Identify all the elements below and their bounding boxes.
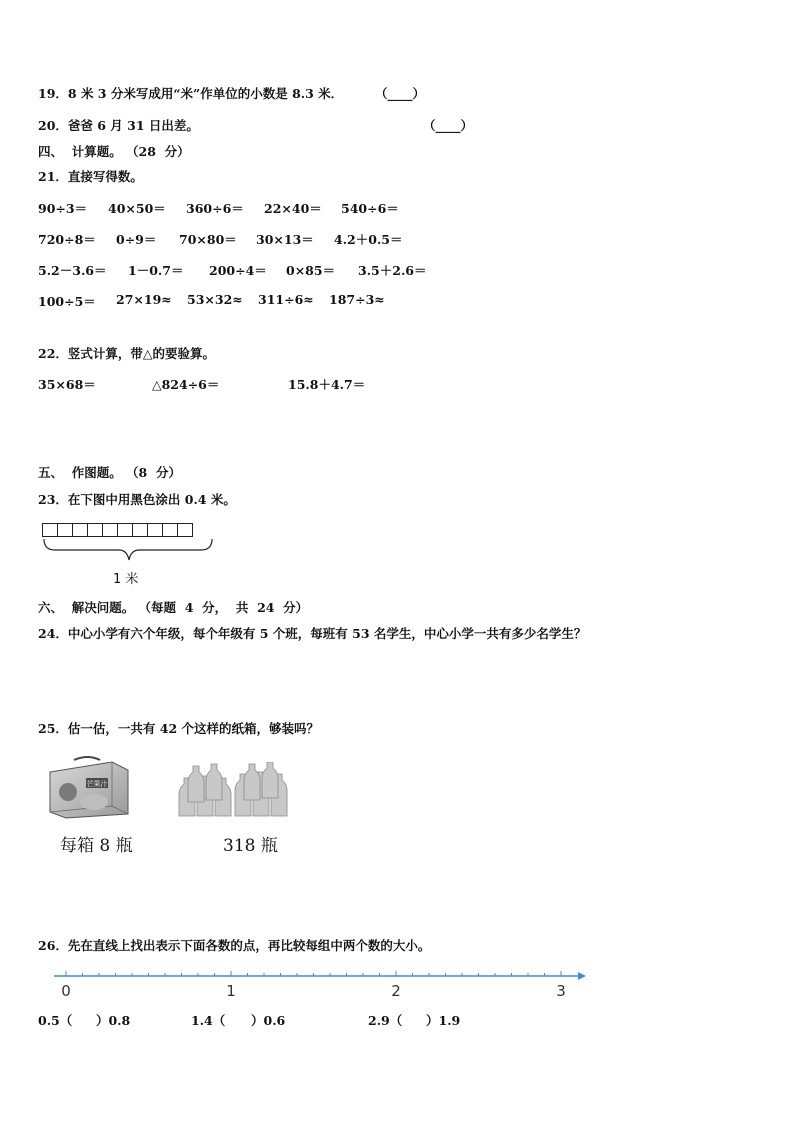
question-23-title: 23．在下图中用黑色涂出 0.4 米。 — [38, 492, 236, 507]
math-item: 0÷9＝ — [116, 232, 157, 247]
math-item: 30×13＝ — [256, 232, 314, 247]
answer-blank-20[interactable]: （____） — [423, 118, 474, 133]
math-item: 70×80＝ — [179, 232, 237, 247]
curly-brace — [43, 538, 218, 564]
math-item: 40×50＝ — [108, 201, 166, 216]
math-item: 200÷4＝ — [209, 263, 267, 278]
box-caption: 每箱 8 瓶 — [60, 836, 133, 856]
math-item: 311÷6≈ — [258, 292, 314, 307]
number-line[interactable] — [50, 968, 590, 1002]
strip-segment[interactable] — [87, 523, 103, 537]
compare-left: 0.5（ — [38, 1013, 73, 1028]
question-21-title: 21．直接写得数。 — [38, 169, 143, 184]
math-item: 540÷6＝ — [341, 201, 399, 216]
question-20: 20．爸爸 6 月 31 日出差。 — [38, 118, 199, 133]
bottles-image — [176, 762, 300, 818]
box-brand-label: 芒果汁 — [86, 780, 108, 788]
calc-item: 35×68＝ — [38, 377, 96, 392]
strip-segment[interactable] — [177, 523, 193, 537]
compare-left: 1.4（ — [191, 1013, 226, 1028]
section-5-heading: 五、 作图题。 （8 分） — [38, 465, 181, 480]
math-item: 4.2＋0.5＝ — [334, 232, 403, 247]
math-item: 1－0.7＝ — [128, 263, 184, 278]
strip-segment[interactable] — [132, 523, 148, 537]
section-6-heading: 六、 解决问题。 （每题 4 分， 共 24 分） — [38, 600, 309, 615]
tick-label-1: 1 — [226, 982, 236, 1000]
strip-segment[interactable] — [162, 523, 178, 537]
tick-label-2: 2 — [391, 982, 401, 1000]
math-item: 100÷5＝ — [38, 294, 96, 309]
bottles-caption: 318 瓶 — [223, 836, 278, 856]
compare-right: ）0.6 — [251, 1013, 286, 1028]
strip-segment[interactable] — [72, 523, 88, 537]
strip-segment[interactable] — [57, 523, 73, 537]
tick-label-3: 3 — [556, 982, 566, 1000]
question-26-title: 26．先在直线上找出表示下面各数的点，再比较每组中两个数的大小。 — [38, 938, 431, 953]
answer-blank-19[interactable]: （____） — [375, 86, 426, 101]
question-24: 24．中心小学有六个年级，每个年级有 5 个班，每班有 53 名学生，中心小学一共有多少名学生？ — [38, 626, 587, 641]
calc-item: △824÷6＝ — [152, 377, 220, 392]
compare-blank[interactable] — [221, 1011, 253, 1025]
math-item: 53×32≈ — [187, 292, 243, 307]
compare-left: 2.9（ — [368, 1013, 403, 1028]
question-19: 19．8 米 3 分米写成用“米”作单位的小数是 8.3 米． — [38, 86, 344, 101]
question-25-title: 25．估一估，一共有 42 个这样的纸箱，够装吗？ — [38, 721, 319, 736]
strip-segment[interactable] — [147, 523, 163, 537]
math-item: 187÷3≈ — [329, 292, 385, 307]
tick-label-0: 0 — [61, 982, 71, 1000]
section-4-heading: 四、 计算题。 （28 分） — [38, 144, 190, 159]
one-meter-label: 1 米 — [113, 572, 139, 587]
question-22-title: 22．竖式计算，带△的要验算。 — [38, 346, 216, 361]
strip-segment[interactable] — [117, 523, 133, 537]
math-item: 0×85＝ — [286, 263, 336, 278]
math-item: 720÷8＝ — [38, 232, 96, 247]
math-item: 5.2－3.6＝ — [38, 263, 107, 278]
calc-item: 15.8＋4.7＝ — [288, 377, 366, 392]
math-item: 90÷3＝ — [38, 201, 88, 216]
compare-right: ）1.9 — [426, 1013, 461, 1028]
meter-strip[interactable] — [43, 523, 193, 537]
math-item: 27×19≈ — [116, 292, 172, 307]
math-item: 360÷6＝ — [186, 201, 244, 216]
math-item: 3.5＋2.6＝ — [358, 263, 427, 278]
math-item: 22×40＝ — [264, 201, 322, 216]
compare-right: ）0.8 — [96, 1013, 131, 1028]
juice-box-image — [40, 756, 132, 820]
strip-segment[interactable] — [42, 523, 58, 537]
strip-segment[interactable] — [102, 523, 118, 537]
